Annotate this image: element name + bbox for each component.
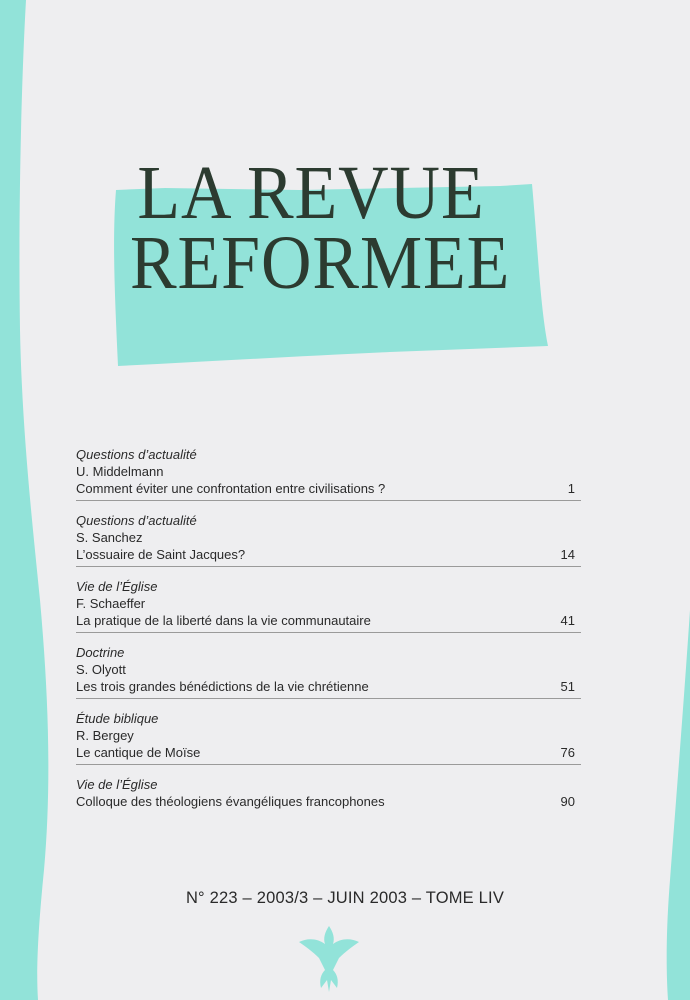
toc-title-row (76, 480, 581, 497)
toc-page-number: 90 (560, 794, 575, 809)
toc-author: R. Bergey (76, 728, 134, 743)
toc-entry (76, 770, 581, 813)
toc-category: Doctrine (76, 645, 125, 660)
toc-entry (76, 506, 581, 567)
toc-page-number: 14 (560, 547, 575, 562)
toc-category: Vie de l’Église (76, 579, 158, 594)
toc-title-row (76, 744, 581, 761)
left-edge-band (0, 0, 48, 1000)
journal-title-line2: REFORMEE (130, 221, 511, 305)
dove-icon (297, 922, 361, 994)
toc-page-number: 1 (567, 481, 575, 496)
toc-title: Les trois grandes bénédictions de la vie chrétienne (76, 679, 369, 694)
toc-entry (76, 572, 581, 633)
toc-page-number: 76 (560, 745, 575, 760)
journal-title-line1: LA REVUE (137, 151, 485, 235)
toc-title: Comment éviter une confrontation entre civilisations ? (76, 481, 386, 496)
toc-title-row (76, 678, 581, 695)
toc-title: Colloque des théologiens évangéliques francophones (76, 794, 385, 809)
toc-entry (76, 638, 581, 699)
toc-author: F. Schaeffer (76, 596, 146, 611)
toc-entry (76, 446, 581, 501)
toc-category: Vie de l’Église (76, 777, 158, 792)
journal-title (130, 151, 516, 305)
toc-title-row (76, 793, 581, 810)
toc-title: L’ossuaire de Saint Jacques? (76, 547, 246, 562)
toc-title-row (76, 612, 581, 629)
toc-title: La pratique de la liberté dans la vie communautaire (76, 613, 371, 628)
toc-category: Questions d’actualité (76, 447, 197, 462)
issue-info: N° 223 – 2003/3 – JUIN 2003 – TOME LIV (185, 889, 505, 907)
toc-author: U. Middelmann (76, 464, 164, 479)
toc-title-row (76, 546, 581, 563)
toc-title: Le cantique de Moïse (76, 745, 201, 760)
toc-entry (76, 704, 581, 765)
table-of-contents (76, 446, 581, 818)
toc-category: Étude biblique (76, 711, 159, 726)
toc-category: Questions d’actualité (76, 513, 197, 528)
toc-page-number: 51 (560, 679, 575, 694)
right-edge-band (667, 610, 690, 1000)
toc-author: S. Olyott (76, 662, 126, 677)
toc-author: S. Sanchez (76, 530, 143, 545)
toc-page-number: 41 (560, 613, 575, 628)
